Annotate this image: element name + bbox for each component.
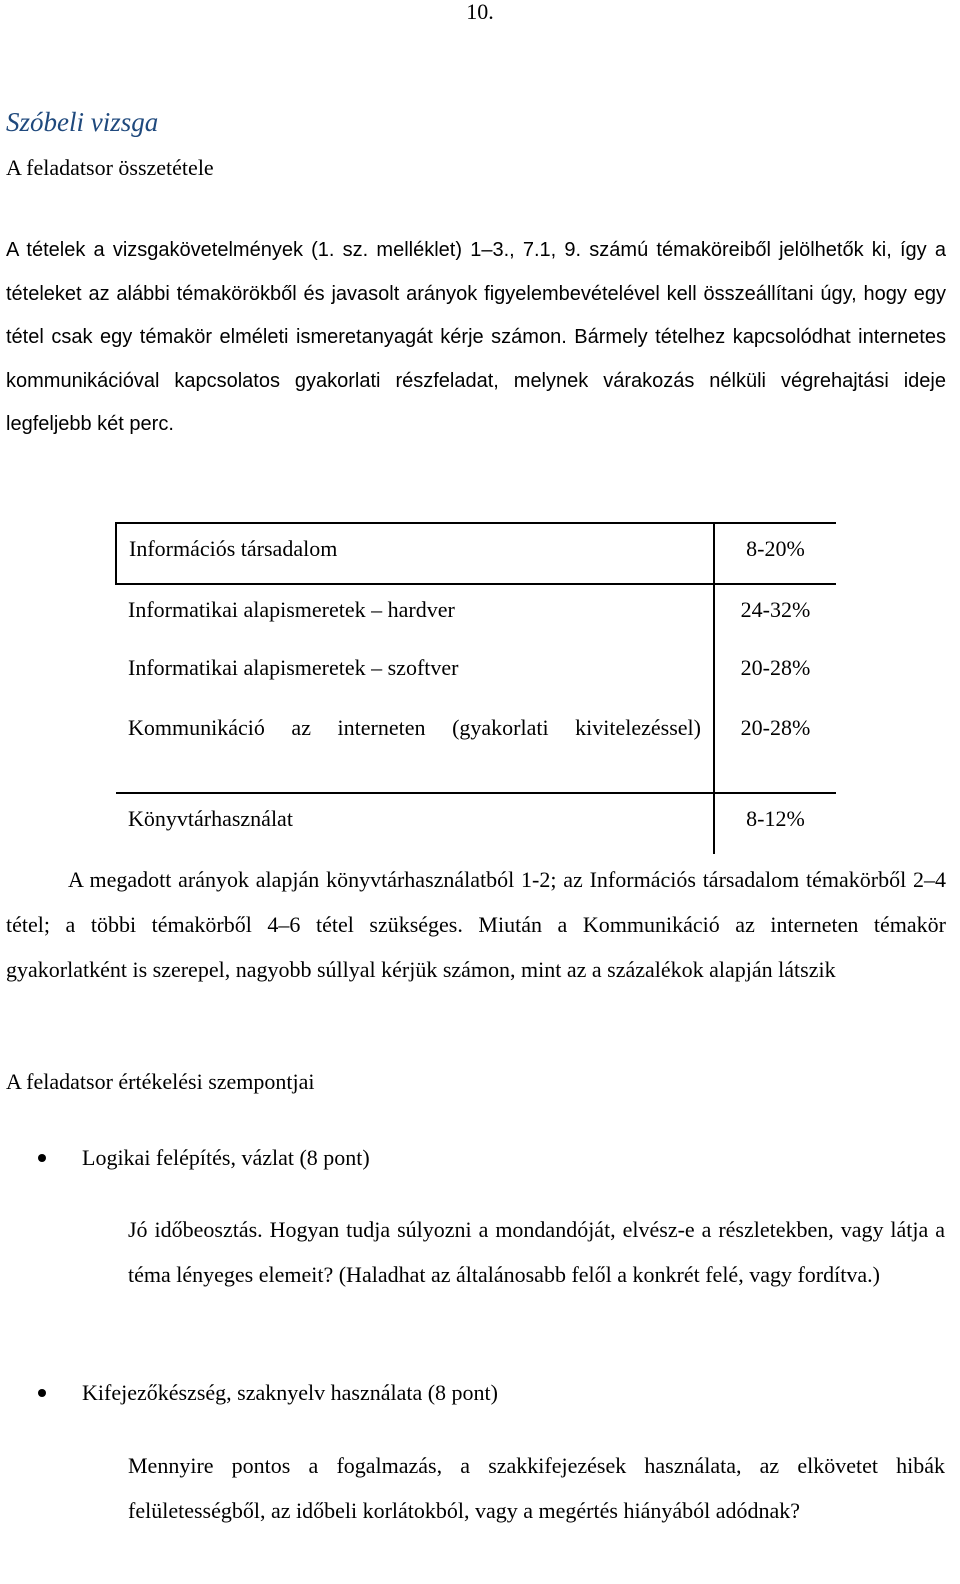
criterion-item [38,1145,370,1171]
ratio-paragraph: A megadott arányok alapján könyvtárhasználatból 1-2; az Információs társadalom témakörből 2–4 tétel; a többi témakörből 4–6 tétel szükséges. Miután a Kommunikáció az interneten témakör gyakorlatként is szerepel, nagyobb súllyal kérjük számon, mint az a százalékok alapján látszik [6,867,946,982]
criterion-description: Mennyire pontos a fogalmazás, a szakkifejezések használata, az elkövetet hibák felületességből, az időbeli korlátokból, vagy a megértés hiányából adódnak? [128,1453,945,1523]
intro-paragraph: A tételek a vizsgakövetelmények (1. sz. melléklet) 1–3., 7.1, 9. számú témaköreiből jelölhetők ki, így a tételeket az alábbi témakörökből és javasolt arányok figyelembevételével kell összeállítani úgy, hogy egy tétel csak egy témakör elméleti ismeretanyagát kérje számon. Bármely tételhez kapcsolódhat internetes kommunikációval kapcsolatos gyakorlati részfeladat, melynek várakozás nélküli végrehajtási ideje legfeljebb két perc. [6,239,946,435]
topic-cell: Kommunikáció az interneten (gyakorlati kivitelezéssel) [116,703,714,793]
topic-ratio-table [115,522,836,854]
table-row [116,793,836,854]
ratio-cell: 24-32% [740,597,811,623]
criterion-description: Jó időbeosztás. Hogyan tudja súlyozni a mondandóját, elvész-e a részletekben, vagy látja a téma lényeges elemeit? (Haladhat az általánosabb felől a konkrét felé, vagy fordítva.) [128,1217,945,1287]
topic-cell: Informatikai alapismeretek – hardver [116,584,714,643]
ratio-cell: 20-28% [740,714,811,740]
ratio-cell: 8-12% [746,805,805,831]
topic-cell: Informatikai alapismeretek – szoftver [116,643,714,702]
table-row [116,584,836,643]
section-subtitle: A feladatsor összetétele [6,155,214,180]
ratio-cell: 8-20% [746,536,805,561]
criterion-item [38,1380,498,1406]
topic-cell: Könyvtárhasználat [116,793,714,854]
criterion-title: Kifejezőkészség, szaknyelv használata (8 pont) [82,1380,498,1405]
criterion-title: Logikai felépítés, vázlat (8 pont) [82,1145,370,1170]
table-row [116,523,836,584]
bullet-icon [38,1154,46,1162]
topic-cell: Információs társadalom [116,523,714,584]
table-row [116,703,836,793]
page-number: 10. [466,0,494,24]
document-title: Szóbeli vizsga [6,107,159,137]
table-row [116,643,836,702]
ratio-cell: 20-28% [740,655,811,681]
bullet-icon [38,1389,46,1397]
evaluation-heading: A feladatsor értékelési szempontjai [6,1069,315,1094]
